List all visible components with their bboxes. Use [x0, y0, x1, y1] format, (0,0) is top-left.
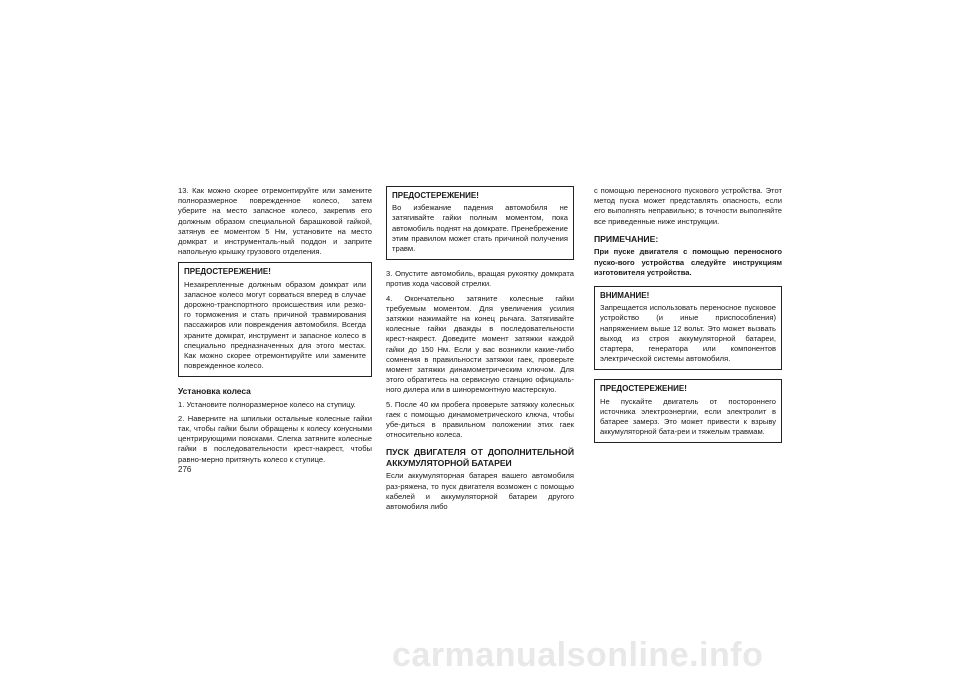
attention-title: ВНИМАНИЕ! — [600, 290, 650, 300]
page-number: 276 — [178, 465, 192, 474]
step-5-paragraph: 5. После 40 км пробега проверьте затяжку колесных гаек с помощью динамометрического ключа, чтобы убе-диться в правильном положении этих гаек относительно колеса. — [386, 399, 574, 440]
step-13-paragraph: 13. Как можно скорее отремонтируйте или замените полноразмерное поврежденное колесо, затем уберите на место запасное колесо, закрепив его должным образом специальной барашковой гайкой, затянув ее моментом 5 Нм, установите на место домкрат и инструменталь-ный поддон и заприте напольную крышку грузового отделения. — [178, 186, 372, 257]
column-left — [178, 186, 372, 469]
jump-start-heading: ПУСК ДВИГАТЕЛЯ ОТ ДОПОЛНИТЕЛЬНОЙ АККУМУЛЯТОРНОЙ БАТАРЕИ — [386, 447, 574, 468]
warning-text: Незакрепленные должным образом домкрат или запасное колесо могут сорваться вперед в случае дорожно-транспортного происшествия или резко-го торможения и стать причиной травмирования пассажиров или повреждения автомобиля. Всегда храните домкрат, инструмент и запасное колесо в специально предназначенных для этого местах. Как можно скорее отремонтируйте или замените поврежденное колесо. — [184, 279, 366, 371]
warning-text: Не пускайте двигатель от постороннего источника электроэнергии, если электролит в батарее замерз. Это может привести к взрыву аккумуляторной бата-реи и тяжелым травмам. — [600, 396, 776, 437]
warning-box-jack — [178, 262, 372, 377]
jump-start-text: Если аккумуляторная батарея вашего автомобиля раз-ряжена, то пуск двигателя возможен с помощью кабелей и аккумуляторной батареи другого автомобиля либо — [386, 471, 574, 512]
column-middle — [386, 186, 574, 516]
note-text: При пуске двигателя с помощью переносного пуско-вого устройства следуйте инструкциям изготовителя устройства. — [594, 247, 782, 277]
install-step-2: 2. Наверните на шпильки остальные колесные гайки так, чтобы гайки были обращены к колесу конусными центрирующими поясками. Слегка затяните колесные гайки в последовательности крест-накрест, чтобы равно-мерно притянуть колесо к ступице. — [178, 413, 372, 464]
step-4-paragraph: 4. Окончательно затяните колесные гайки требуемым моментом. Для увеличения усилия затяжки нажимайте на конец рычага. Затягивайте колесные гайки дважды в последовательности крест-накрест. Доведите момент затяжки каждой гайки до 150 Нм. Если у вас возникли какие-либо сомнения в правильности затяжки гаек, проверьте момент затяжки динамометрическим ключом. Для этого обратитесь на сервисную станцию официаль-ного дилера или в шиноремонтную мастерскую. — [386, 293, 574, 395]
watermark: carmanualsonline.info — [392, 636, 764, 674]
warning-title: ПРЕДОСТЕРЕЖЕНИЕ! — [184, 267, 271, 277]
column-right — [594, 186, 782, 452]
install-step-1: 1. Установите полноразмерное колесо на ступицу. — [178, 399, 356, 409]
warning-text: Во избежание падения автомобиля не затягивайте гайки полным моментом, пока автомобиль поднят на домкрате. Пренебрежение этим правилом может стать причиной получения травм. — [392, 203, 568, 254]
note-heading: ПРИМЕЧАНИЕ: — [594, 233, 659, 244]
warning-box-frozen — [594, 379, 782, 443]
install-wheel-heading: Установка колеса — [178, 386, 251, 397]
warning-box-torque — [386, 186, 574, 260]
attention-text: Запрещается использовать переносное пусковое устройство (и иные приспособления) напряжением выше 12 вольт. Это может вызвать выход из строя аккумуляторной батареи, стартера, генератора или компонентов электрической системы автомобиля. — [600, 303, 776, 364]
warning-title: ПРЕДОСТЕРЕЖЕНИЕ! — [600, 384, 687, 394]
warning-title: ПРЕДОСТЕРЕЖЕНИЕ! — [392, 191, 479, 200]
step-3-paragraph: 3. Опустите автомобиль, вращая рукоятку домкрата против хода часовой стрелки. — [386, 269, 574, 289]
intro-paragraph: с помощью переносного пускового устройства. Этот метод пуска может представлять опасность, если его выполнять неправильно; в точности выполняйте все приведенные ниже инструкции. — [594, 186, 782, 226]
attention-box — [594, 286, 782, 370]
